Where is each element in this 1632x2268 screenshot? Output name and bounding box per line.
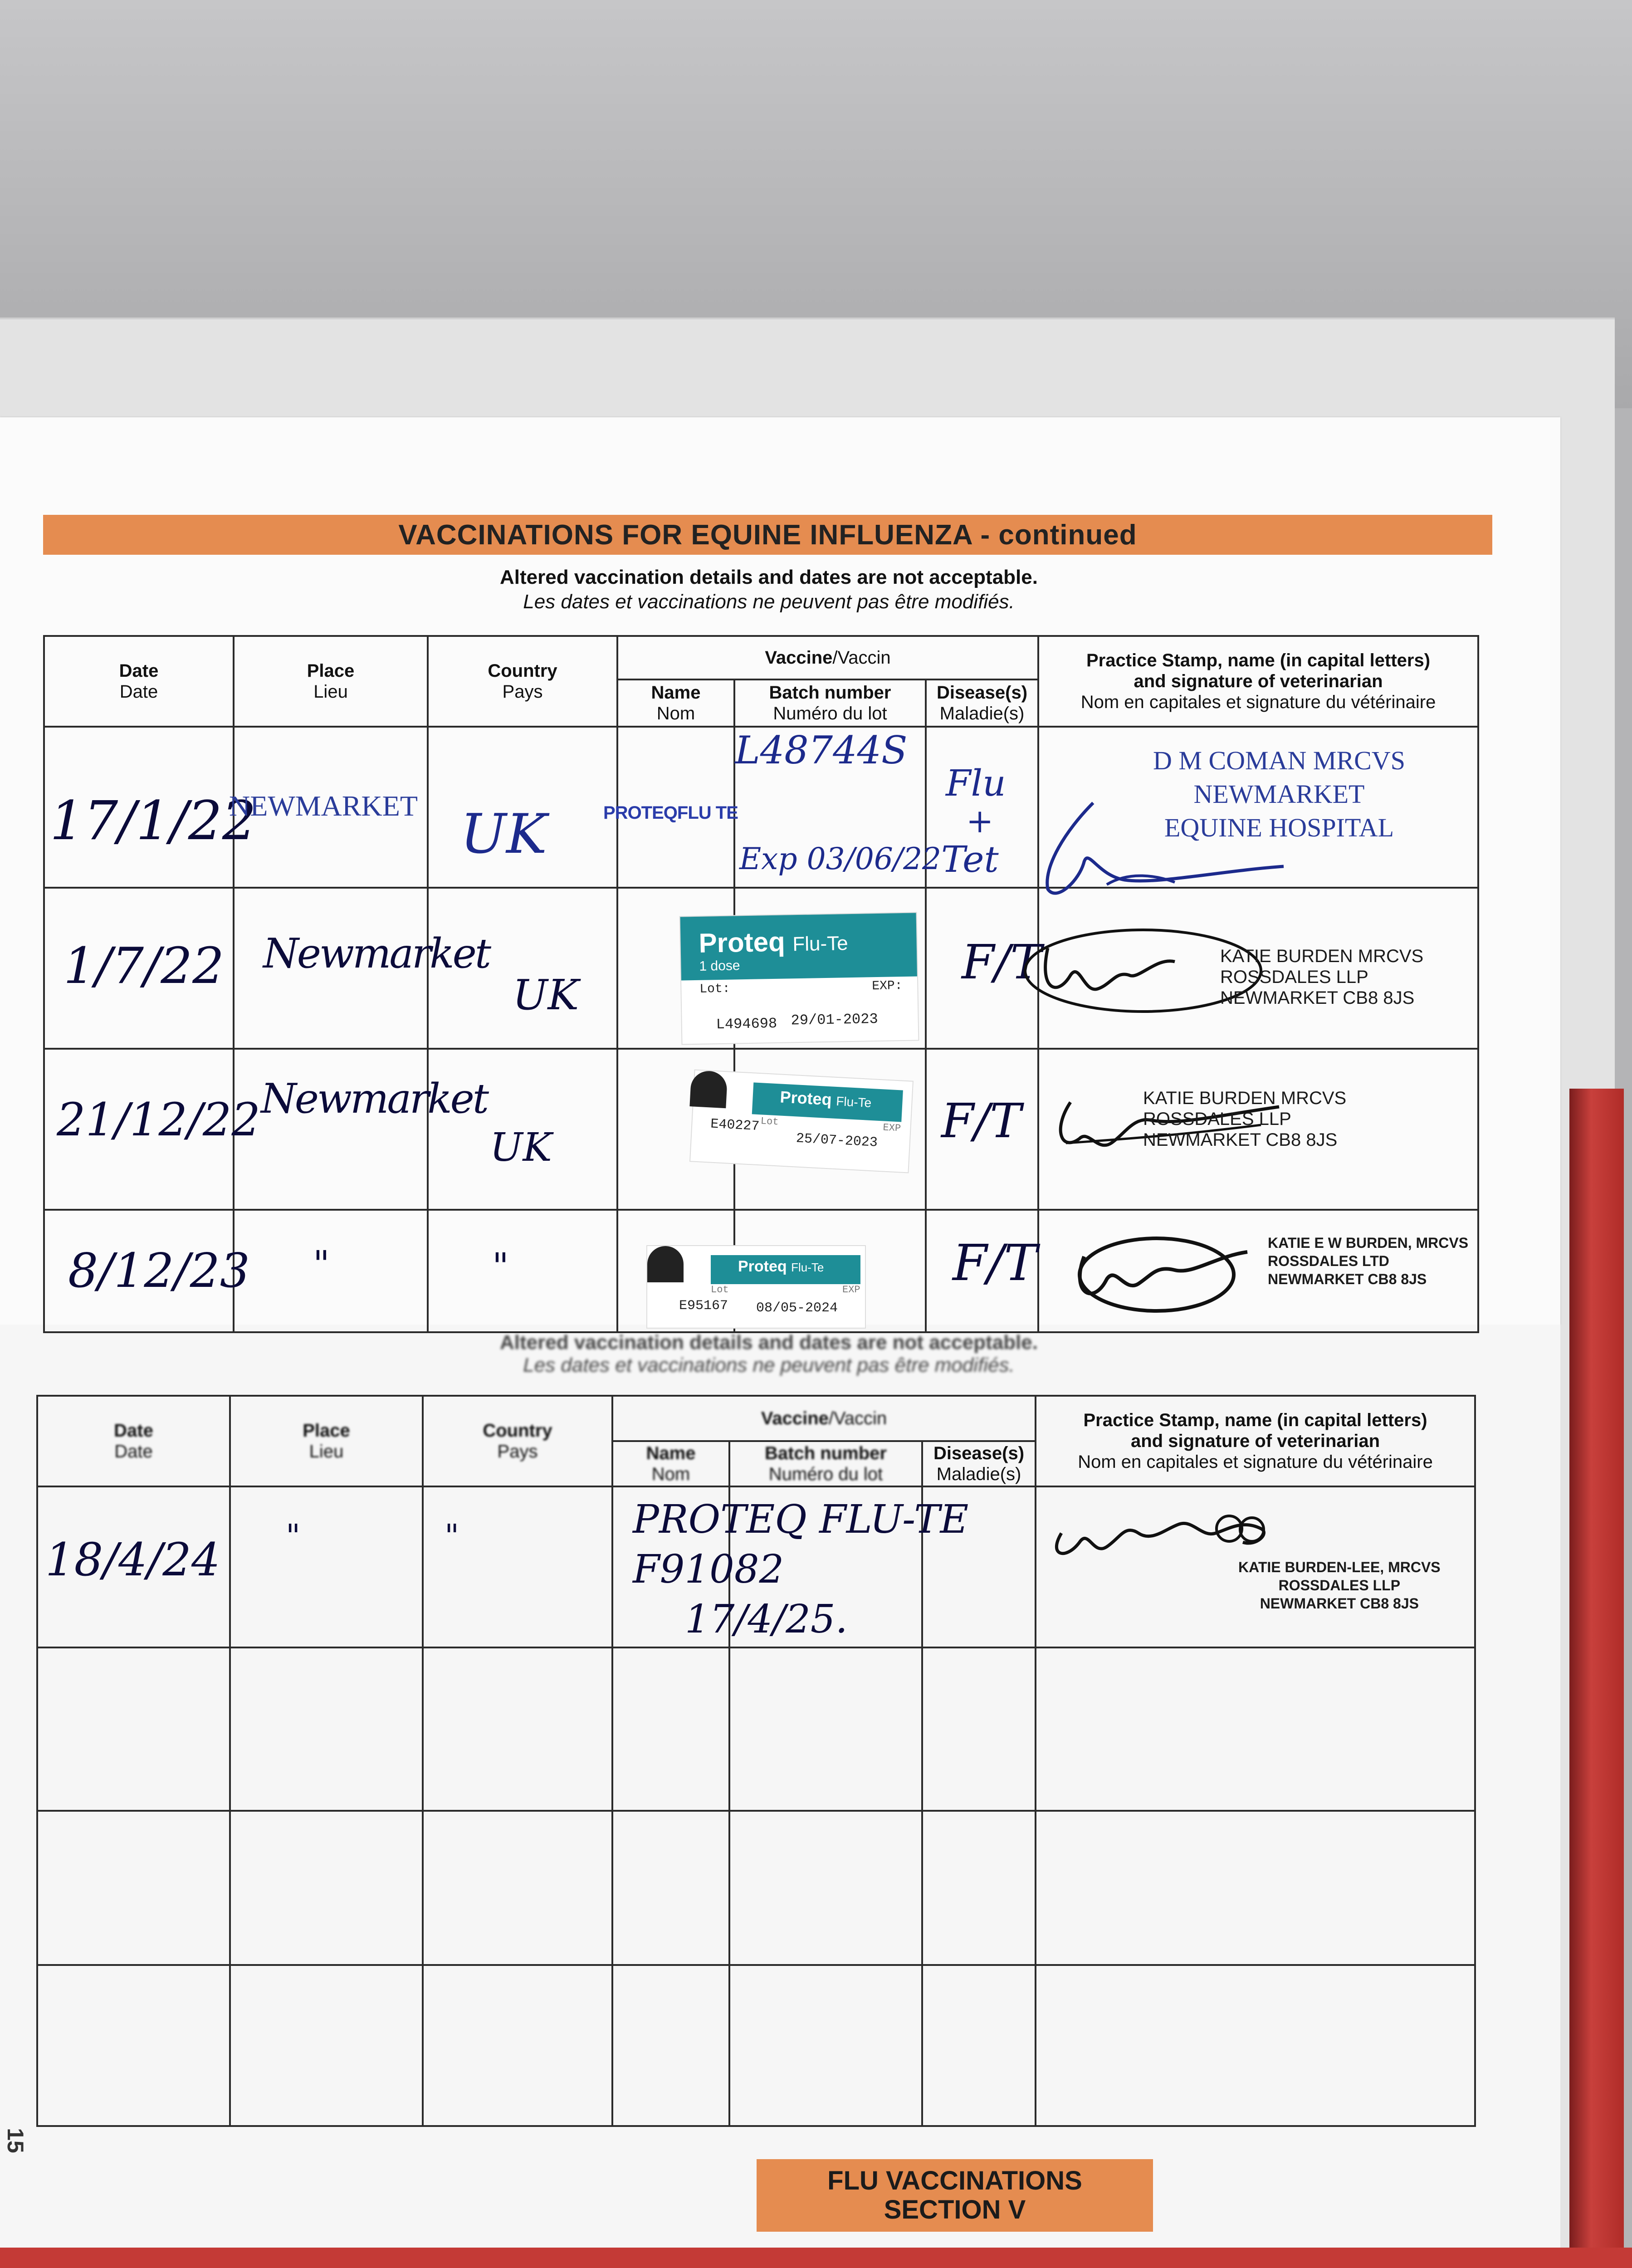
row1-vaccine-name-stamp: PROTEQFLU TE [603, 803, 738, 823]
row4-label-lot-caption: Lot [711, 1284, 729, 1295]
notice-english: Altered vaccination details and dates are not acceptable. [500, 566, 1038, 588]
row3-disease: F/T [941, 1093, 1021, 1149]
row2-place: Newmarket [263, 930, 490, 978]
lower-row1-vaccine: PROTEQ FLU-TE [633, 1497, 969, 1542]
lower-header-date: Date Date [37, 1396, 230, 1486]
row2-label-dose: 1 dose [699, 958, 740, 974]
lower-row1-date: 18/4/24 [45, 1533, 220, 1586]
row4-disease: F/T [953, 1234, 1037, 1292]
row2-country: UK [513, 971, 579, 1019]
row4-signature [1066, 1225, 1256, 1325]
row3-practice-stamp: KATIE BURDEN MRCVS ROSSDALES LLP NEWMARKET CB8 8JS [1143, 1088, 1347, 1150]
row2-label-product: Flu-Te [792, 932, 849, 956]
row1-disease-tet: Tet [941, 838, 999, 880]
row4-label-exp: 08/05-2024 [756, 1300, 838, 1316]
lower-header-practice-stamp: Practice Stamp, name (in capital letters) and signature of veterinarian Nom en capitales et signature du vétérinaire [1036, 1396, 1475, 1486]
row1-practice-stamp: D M COMAN MRCVS NEWMARKET EQUINE HOSPITAL [1153, 746, 1405, 842]
header-practice-stamp: Practice Stamp, name (in capital letters) and signature of veterinarian Nom en capitales et signature du vétérinaire [1038, 636, 1478, 727]
table-row [37, 1811, 1475, 1965]
table-row [37, 1647, 1475, 1811]
row3-label-exp: 25/07-2023 [796, 1131, 878, 1151]
cover-edge [0, 2248, 1632, 2268]
row2-date: 1/7/22 [64, 937, 225, 995]
header-batch: Batch number Numéro du lot [734, 679, 926, 727]
row2-label-exp-caption: EXP: [872, 979, 903, 994]
lower-row1-practice-stamp: KATIE BURDEN-LEE, MRCVS ROSSDALES LLP NEWMARKET CB8 8JS [1238, 1559, 1441, 1612]
row2-label-exp: 29/01-2023 [791, 1010, 878, 1029]
header-disease: Disease(s) Maladie(s) [926, 679, 1038, 727]
row3-label-brand: Proteq [779, 1087, 832, 1109]
section-tab-line-1: FLU VACCINATIONS [827, 2166, 1082, 2195]
section-title-bar [43, 515, 1492, 555]
lower-header-vaccine: Vaccine/Vaccin [612, 1396, 1036, 1441]
row2-practice-stamp: KATIE BURDEN MRCVS ROSSDALES LLP NEWMARKET CB8 8JS [1220, 946, 1424, 1008]
passport-red-cover [1569, 1089, 1624, 2268]
lower-row1-expiry: 17/4/25. [685, 1597, 848, 1642]
lower-header-batch: Batch number Numéro du lot [729, 1441, 922, 1486]
header-place: Place Lieu [234, 636, 428, 727]
row1-country: UK [460, 803, 547, 866]
notice-french: Les dates et vaccinations ne peuvent pas être modifiés. [523, 591, 1015, 613]
row4-country: " [492, 1245, 509, 1287]
row3-date: 21/12/22 [57, 1093, 261, 1146]
row4-place: " [313, 1243, 330, 1285]
row1-place: NEWMARKET [229, 790, 418, 822]
row3-vaccine-label [689, 1069, 914, 1173]
row1-signature [1039, 794, 1293, 907]
lower-header-country: Country Pays [423, 1396, 612, 1486]
lower-row1-country: " [445, 1517, 459, 1554]
row4-label-brand: Proteq [738, 1258, 787, 1275]
row4-label-exp-caption: EXP [842, 1284, 860, 1295]
row2-label-lot: L494698 [716, 1015, 777, 1033]
section-tab-line-2: SECTION V [884, 2195, 1026, 2224]
row2-label-lot-caption: Lot: [699, 982, 730, 997]
row1-disease-flu: Flu [946, 762, 1006, 804]
row4-vaccine-label [646, 1245, 866, 1329]
table-row [37, 1965, 1475, 2126]
row1-batch: L48744S [735, 728, 908, 772]
row1-date: 17/1/22 [50, 789, 256, 852]
notice-french-lower: Les dates et vaccinations ne peuvent pas être modifiés. [523, 1354, 1015, 1376]
row3-place: Newmarket [261, 1075, 488, 1123]
lower-header-place: Place Lieu [230, 1396, 423, 1486]
header-name: Name Nom [617, 679, 734, 727]
row4-label-lot: E95167 [679, 1298, 728, 1314]
row4-date: 8/12/23 [68, 1243, 250, 1298]
row2-disease: F/T [962, 934, 1042, 990]
row4-practice-stamp: KATIE E W BURDEN, MRCVS ROSSDALES LTD NEWMARKET CB8 8JS [1268, 1235, 1469, 1287]
page-title: VACCINATIONS FOR EQUINE INFLUENZA - continued [398, 519, 1137, 551]
section-tab [757, 2159, 1153, 2232]
row3-label-lot-caption: Lot [760, 1115, 779, 1128]
notice-english-lower: Altered vaccination details and dates are not acceptable. [500, 1331, 1038, 1354]
header-country: Country Pays [428, 636, 617, 727]
lower-row1-place: " [286, 1517, 301, 1554]
row3-label-product: Flu-Te [836, 1094, 872, 1110]
lower-header-disease: Disease(s) Maladie(s) [922, 1441, 1036, 1486]
header-date: Date Date [44, 636, 234, 727]
row1-disease-plus: + [966, 802, 994, 840]
row2-vaccine-label [679, 912, 919, 1045]
page-number: 15 [2, 2128, 28, 2153]
lower-row1-batch: F91082 [633, 1547, 784, 1592]
header-vaccine: Vaccine/Vaccin [617, 636, 1038, 679]
lower-header-name: Name Nom [612, 1441, 729, 1486]
row3-country: UK [490, 1125, 552, 1170]
row3-label-lot: E40227 [710, 1116, 760, 1135]
row2-label-brand: Proteq [699, 926, 786, 958]
row1-expiry: Exp 03/06/22 [739, 841, 942, 876]
row4-label-product: Flu-Te [791, 1261, 824, 1274]
row3-label-exp-caption: EXP [882, 1122, 901, 1134]
